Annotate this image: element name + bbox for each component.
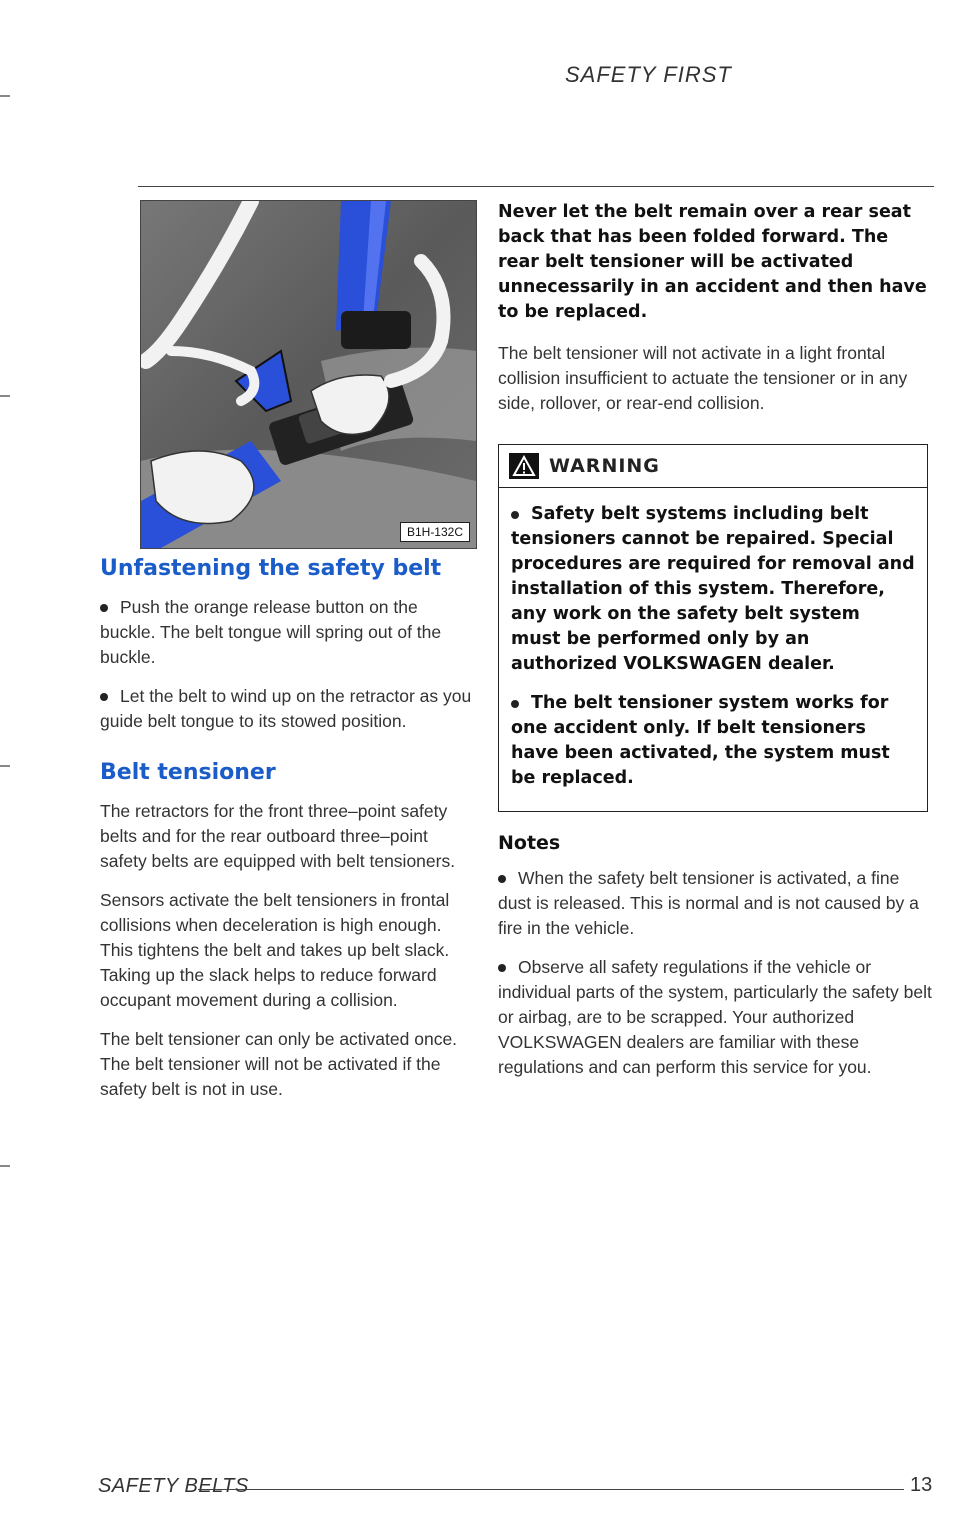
footer-section-name: SAFETY BELTS [98,1475,249,1497]
belt-illustration-drawing [141,201,476,548]
left-column [100,556,478,1116]
list-item: When the safety belt tensioner is activated, a fine dust is released. This is normal and is not caused by a fire in the vehicle. [498,866,934,941]
page-header-title: SAFETY FIRST [565,62,732,87]
edge-mark [0,1165,10,1167]
warning-box [498,444,928,812]
figure-code: B1H-132C [400,522,470,542]
top-rule [138,186,934,187]
list-item: Safety belt systems including belt tensioners cannot be repaired. Special procedures are required for removal and installation of this system. Therefore, any work on the safety belt system must be performed only by an authorized VOLKSWAGEN dealer. [511,502,915,677]
section-title-belt-tensioner: Belt tensioner [100,760,276,785]
warning-triangle-icon [509,453,539,479]
belt-illustration [140,200,477,549]
edge-mark [0,95,10,97]
edge-mark [0,765,10,767]
warning-body [499,488,927,811]
paragraph: Sensors activate the belt tensioners in frontal collisions when deceleration is high enough. This tightens the belt and takes up belt slack. Taking up the slack helps to reduce forward occupant movement during a collision. [100,890,450,1010]
notes-heading: Notes [498,832,561,854]
footer-rule [198,1489,904,1490]
right-column [498,200,934,1094]
warning-header [499,445,927,488]
list-item: Push the orange release button on the buckle. The belt tongue will spring out of the buckle. [100,595,478,670]
paragraph: The belt tensioner will not activate in a light frontal collision insufficient to actuate the tensioner or in any side, rollover, or rear-end collision. [498,343,908,413]
paragraph: The retractors for the front three–point safety belts and for the rear outboard three–point safety belts are equipped with belt tensioners. [100,801,456,871]
warning-title: WARNING [549,455,660,477]
list-item: Let the belt to wind up on the retractor as you guide belt tongue to its stowed position. [100,684,478,734]
rear-seat-note: Never let the belt remain over a rear seat back that has been folded forward. The rear belt tensioner will be activated unnecessarily in an accident and then have to be replaced. [498,202,927,322]
section-title-unfastening: Unfastening the safety belt [100,556,442,581]
list-item: The belt tensioner system works for one accident only. If belt tensioners have been activated, the system must be replaced. [511,691,915,791]
paragraph: The belt tensioner can only be activated once. The belt tensioner will not be activated if the safety belt is not in use. [100,1029,458,1099]
list-item: Observe all safety regulations if the vehicle or individual parts of the system, particularly the safety belt or airbag, are to be scrapped. Your authorized VOLKSWAGEN dealers are familiar with these regulations and can perform this service for you. [498,955,934,1080]
page-number: 13 [910,1474,933,1496]
edge-mark [0,395,10,397]
